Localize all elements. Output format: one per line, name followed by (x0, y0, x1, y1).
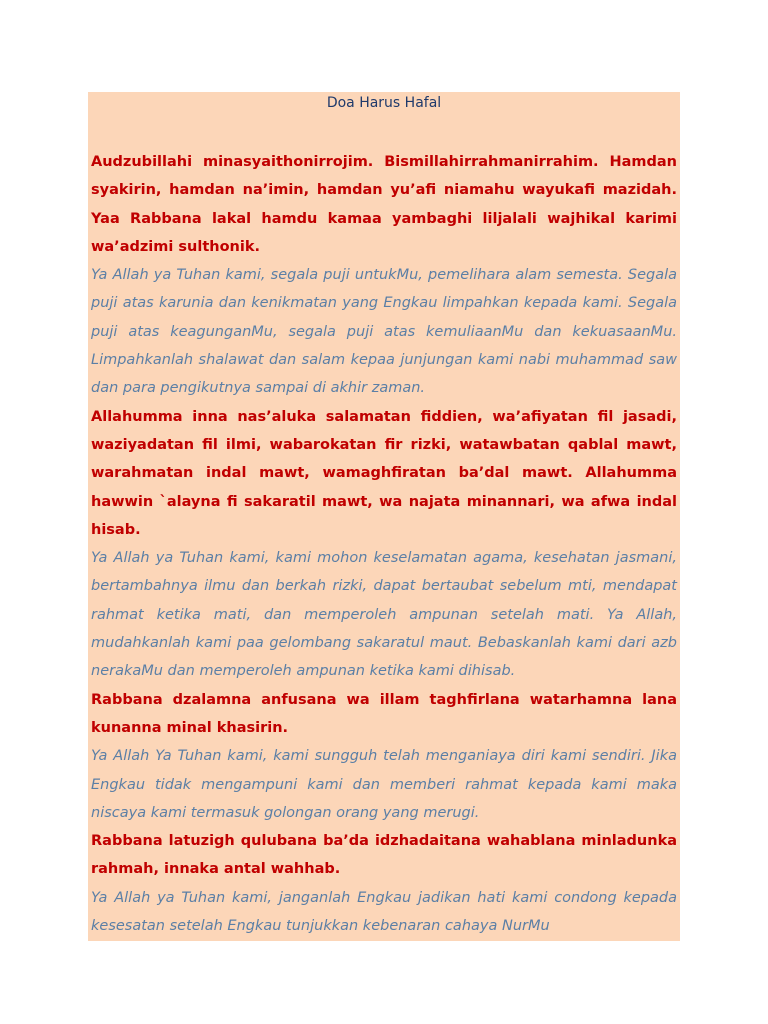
doa-meaning-paragraph: Ya Allah Ya Tuhan kami, kami sungguh telah menganiaya diri kami sendiri. Jika Engkau tidak mengampuni kami dan memberi rahmat kepada kami maka niscaya kami termasuk golongan orang yang merugi. (91, 748, 677, 821)
doa-meaning-paragraph: Ya Allah ya Tuhan kami, kami mohon keselamatan agama, kesehatan jasmani, bertambahnya ilmu dan berkah rizki, dapat bertaubat sebelum mti, mendapat rahmat ketika mati, dan memperoleh ampunan setelah mati. Ya Allah, mudahkanlah kami paa gelombang sakaratul maut. Bebaskanlah kami dari azb nerakaMu dan memperoleh ampunan ketika kami dihisab. (91, 550, 677, 680)
doa-meaning-paragraph: Ya Allah ya Tuhan kami, segala puji untukMu, pemelihara alam semesta. Segala puji atas karunia dan kenikmatan yang Engkau limpahkan kepada kami. Segala puji atas keagunganMu, segala puji atas kemuliaanMu dan kekuasaanMu. Limpahkanlah shalawat dan salam kepaa junjungan kami nabi muhammad saw dan para pengikutnya sampai di akhir zaman. (91, 267, 677, 397)
doa-arabic-paragraph: Audzubillahi minasyaithonirrojim. Bismillahirrahmanirrahim. Hamdan syakirin, hamdan na’imin, hamdan yu’afi niamahu wayukafi mazidah. Yaa Rabbana lakal hamdu kamaa yambaghi liljalali wajhikal karimi wa’adzimi sulthonik. (91, 154, 677, 255)
document-page (88, 92, 680, 941)
doa-arabic-paragraph: Rabbana latuzigh qulubana ba’da idzhadaitana wahablana minladunka rahmah, innaka antal wahhab. (91, 833, 677, 878)
doa-arabic-paragraph: Allahumma inna nas’aluka salamatan fiddien, wa’afiyatan fil jasadi, waziyadatan fil ilmi, wabarokatan fir rizki, watawbatan qablal mawt, warahmatan indal mawt, wamaghfiratan ba’dal mawt. Allahumma hawwin `alayna fi sakaratil mawt, wa najata minannari, wa afwa indal hisab. (91, 408, 677, 538)
doa-arabic-paragraph: Rabbana dzalamna anfusana wa illam taghfirlana watarhamna lana kunanna minal khasirin. (91, 691, 677, 736)
title-spacer (91, 113, 677, 148)
document-title: Doa Harus Hafal (326, 95, 442, 111)
doa-meaning-paragraph: Ya Allah ya Tuhan kami, janganlah Engkau jadikan hati kami condong kepada kesesatan setelah Engkau tunjukkan kebenaran cahaya NurMu (91, 889, 677, 935)
